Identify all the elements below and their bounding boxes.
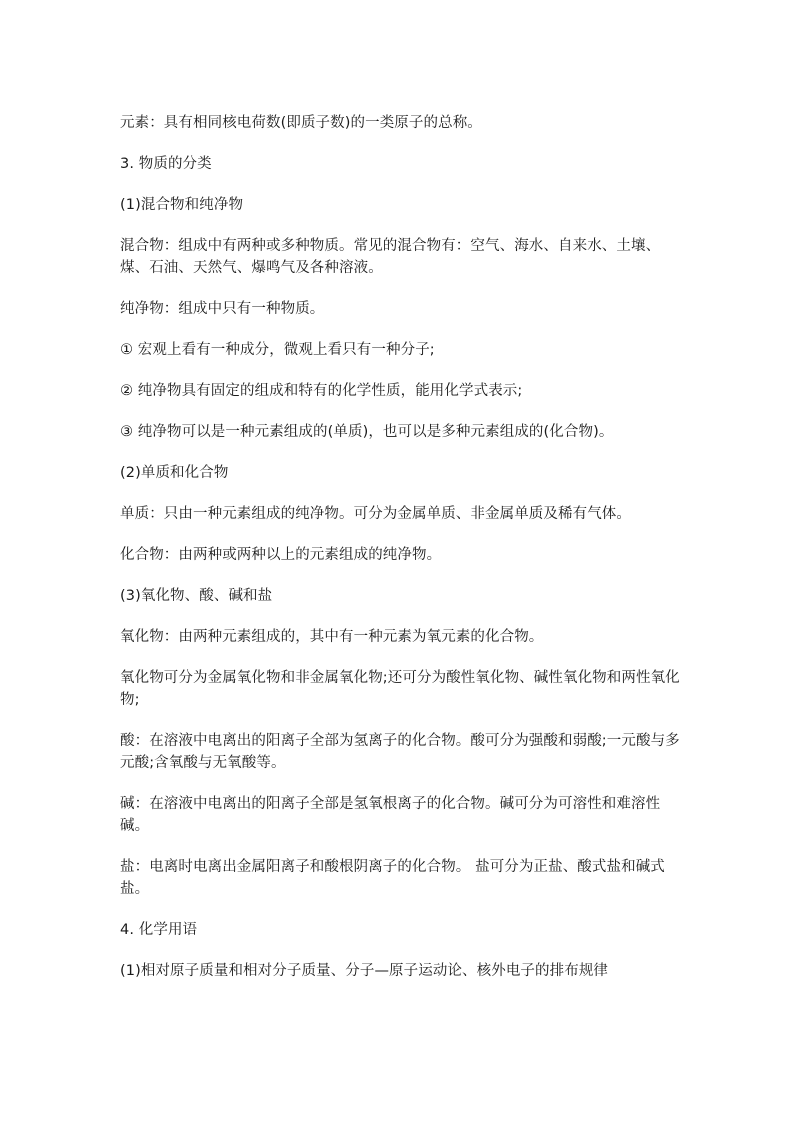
paragraph-oxide-classification: 氧化物可分为金属氧化物和非金属氧化物;还可分为酸性氧化物、碱性氧化物和两性氧化物; — [120, 670, 680, 708]
paragraph-salt-definition: 盐：电离时电离出金属阳离子和酸根阴离子的化合物。 盐可分为正盐、酸式盐和碱式盐。 — [120, 859, 665, 897]
paragraph-element-definition: 元素：具有相同核电荷数(即质子数)的一类原子的总称。 — [120, 115, 482, 131]
paragraph-mixture-definition: 混合物：组成中有两种或多种物质。常见的混合物有：空气、海水、自来水、土壤、煤、石油、天然气、爆鸣气及各种溶液。 — [120, 238, 661, 276]
paragraph-base-definition: 碱：在溶液中电离出的阳离子全部是氢氧根离子的化合物。碱可分为可溶性和难溶性碱。 — [120, 796, 661, 834]
section-heading-chemical-terms: 4. 化学用语 — [120, 922, 198, 938]
paragraph-element-substance: 单质：只由一种元素组成的纯净物。可分为金属单质、非金属单质及稀有气体。 — [120, 506, 631, 522]
paragraph-compound-definition: 化合物：由两种或两种以上的元素组成的纯净物。 — [120, 547, 442, 563]
subheading-mixture-pure: (1)混合物和纯净物 — [120, 197, 244, 213]
section-heading-classification: 3. 物质的分类 — [120, 156, 212, 172]
list-item-pure-2: ② 纯净物具有固定的组成和特有的化学性质，能用化学式表示; — [120, 383, 523, 399]
subheading-oxide-acid-base-salt: (3)氧化物、酸、碱和盐 — [120, 588, 273, 604]
list-item-pure-3: ③ 纯净物可以是一种元素组成的(单质)，也可以是多种元素组成的(化合物)。 — [120, 424, 614, 440]
paragraph-acid-definition: 酸：在溶液中电离出的阳离子全部为氢离子的化合物。酸可分为强酸和弱酸;一元酸与多元酸;含氧酸与无氧酸等。 — [120, 733, 680, 771]
document-body — [120, 112, 680, 1001]
list-item-pure-1: ① 宏观上看有一种成分，微观上看只有一种分子; — [120, 342, 435, 358]
subheading-relative-mass: (1)相对原子质量和相对分子质量、分子—原子运动论、核外电子的排布规律 — [120, 963, 609, 979]
paragraph-pure-definition: 纯净物：组成中只有一种物质。 — [120, 301, 325, 317]
subheading-element-compound: (2)单质和化合物 — [120, 465, 229, 481]
paragraph-oxide-definition: 氧化物：由两种元素组成的，其中有一种元素为氧元素的化合物。 — [120, 629, 544, 645]
